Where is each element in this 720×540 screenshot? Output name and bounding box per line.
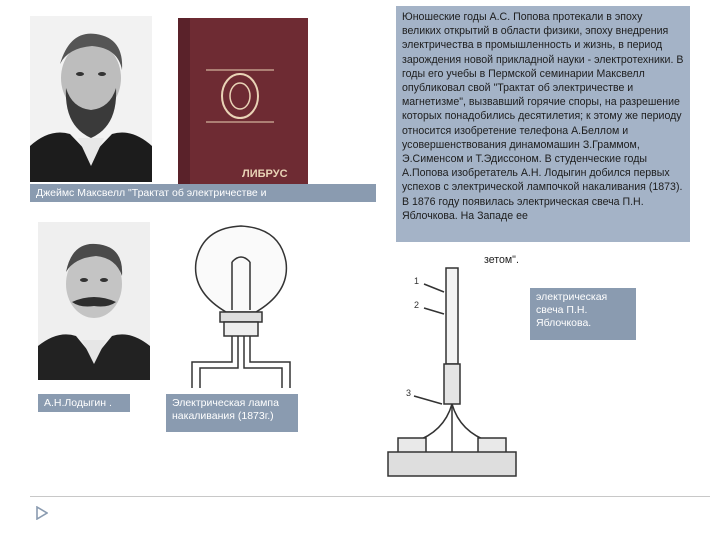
lamp-caption: Электрическая лампа накаливания (1873г.)	[166, 394, 298, 432]
maxwell-caption: Джеймс Максвелл "Трактат об электричестве и	[30, 184, 376, 202]
triangle-right-icon[interactable]	[36, 506, 48, 525]
candle-label-3: 3	[406, 388, 412, 398]
lamp-illustration	[186, 222, 296, 392]
book-cover	[178, 18, 308, 200]
candle-label-1: 1	[414, 276, 420, 286]
main-text-overflow: зетом".	[484, 254, 519, 266]
lodygin-portrait	[38, 222, 150, 380]
main-text-block: Юношеские годы А.С. Попова протекали в эпоху великих открытий в области физики, эпоху внедрения электричества в промышленность и жизнь, в период зарождения новой прикладной науки - электротехники. В годы его учебы в Пермской семинарии Максвелл опубликовал свой "Трактат об электричестве и магнетизме", вызвавший горячие споры, на разрешение которых понадобились десятилетия; к этому же периоду относится изобретение телефона А.Беллом и усовершенствования динамомашин З.Граммом, Э.Сименсом и Т.Эдиссоном. В студенческие годы А.Попова изобретатель А.Н. Лодыгин добился первых успехов с электрической лампочкой накаливания (1873). В 1876 году появилась электрическая свеча П.Н. Яблочкова. На Западе ее	[396, 6, 690, 242]
book-publisher: ЛИБРУС	[242, 168, 288, 180]
footer-divider	[30, 496, 710, 497]
lodygin-caption: А.Н.Лодыгин .	[38, 394, 130, 412]
maxwell-portrait	[30, 16, 152, 182]
candle-label-2: 2	[414, 300, 420, 310]
candle-illustration	[384, 262, 520, 482]
candle-caption: электрическая свеча П.Н. Яблочкова.	[530, 288, 636, 340]
